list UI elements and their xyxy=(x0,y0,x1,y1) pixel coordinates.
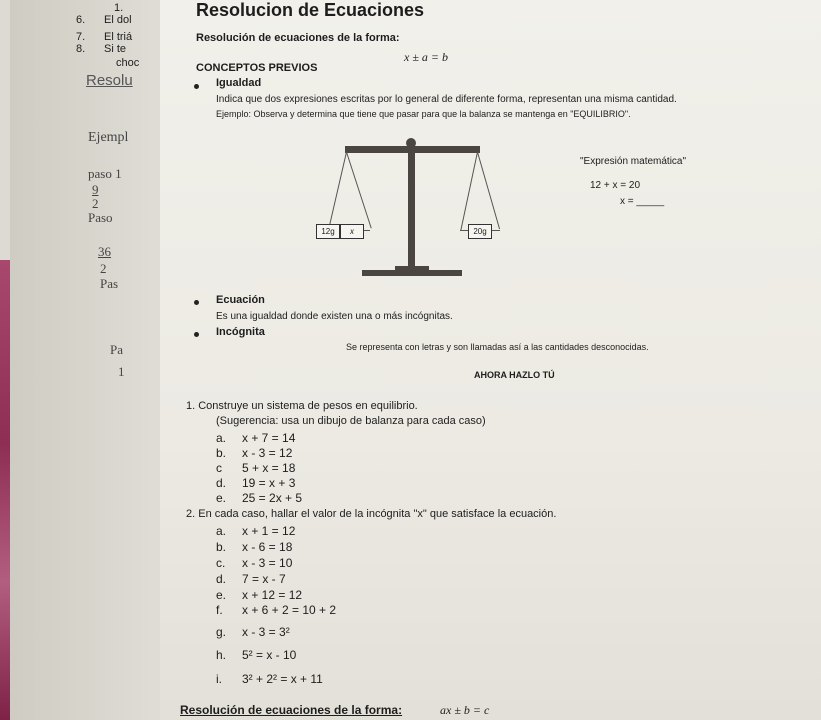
balance-foot xyxy=(395,266,429,271)
form-equation: x ± a = b xyxy=(404,50,449,64)
bullet xyxy=(194,84,199,89)
form-heading: Resolución de ecuaciones de la forma: xyxy=(196,32,400,44)
balance-post xyxy=(408,150,415,270)
item-label: i. xyxy=(216,672,222,686)
item-label: e. xyxy=(216,588,227,602)
weight-12g: 12g xyxy=(316,224,340,239)
item-label: d. xyxy=(216,476,227,490)
back-page-number: 1. xyxy=(114,2,124,14)
back-item-8-text: Si te xyxy=(104,43,127,55)
back-item-7-num: 7. xyxy=(76,31,86,43)
igualdad-definition: Indica que dos expresiones escritas por lo general de diferente forma, representan una misma cantidad. xyxy=(216,94,677,105)
item-equation: x + 7 = 14 xyxy=(242,431,296,445)
back-pa: Pa xyxy=(110,342,123,357)
expression-label: "Expresión matemática" xyxy=(580,156,687,167)
item-equation: x - 3 = 12 xyxy=(242,446,293,460)
igualdad-term: Igualdad xyxy=(216,77,262,89)
item-label: a. xyxy=(216,524,227,538)
question-2-title: 2. En cada caso, hallar el valor de la incógnita "x" que satisface la ecuación. xyxy=(186,508,557,520)
ecuacion-definition: Es una igualdad donde existen una o más incógnitas. xyxy=(216,311,453,322)
back-item-8-cont: choc xyxy=(116,57,140,69)
item-label: c xyxy=(216,461,222,475)
question-1-hint: (Sugerencia: usa un dibujo de balanza para cada caso) xyxy=(216,415,486,427)
question-1-title: 1. Construye un sistema de pesos en equilibrio. xyxy=(186,400,418,412)
back-paso2: Paso xyxy=(88,210,113,225)
item-equation: x + 1 = 12 xyxy=(242,524,296,538)
back-example: Ejempl xyxy=(88,130,129,145)
back-frac1-num: 9 xyxy=(92,182,99,197)
back-frac2-num: 36 xyxy=(98,244,111,259)
back-heading: Resolu xyxy=(86,72,133,89)
ahora-hazlo-tu: AHORA HAZLO TÚ xyxy=(474,370,555,380)
page-title: Resolucion de Ecuaciones xyxy=(196,0,425,20)
igualdad-example: Ejemplo: Observa y determina que tiene que pasar para que la balanza se mantenga en "EQUILIBRIO". xyxy=(216,109,631,119)
item-equation: x - 3 = 10 xyxy=(242,556,293,570)
incognita-term: Incógnita xyxy=(216,326,265,338)
item-equation: x - 6 = 18 xyxy=(242,540,293,554)
footer-equation: ax ± b = c xyxy=(440,703,490,717)
back-paso1: paso 1 xyxy=(88,166,122,181)
item-label: h. xyxy=(216,648,227,662)
back-item-6-text: El dol xyxy=(104,14,132,26)
item-label: c. xyxy=(216,556,226,570)
item-label: d. xyxy=(216,572,227,586)
back-item-6-num: 6. xyxy=(76,14,86,26)
item-equation: 19 = x + 3 xyxy=(242,476,296,490)
bullet xyxy=(194,300,199,305)
item-label: e. xyxy=(216,491,227,505)
item-label: a. xyxy=(216,431,227,445)
footer-heading: Resolución de ecuaciones de la forma: xyxy=(180,703,403,717)
item-label: g. xyxy=(216,625,227,639)
item-equation: x - 3 = 3² xyxy=(242,625,290,639)
expression-equation: 12 + x = 20 xyxy=(590,180,641,191)
item-label: b. xyxy=(216,540,227,554)
item-equation: 7 = x - 7 xyxy=(242,572,286,586)
expression-answer: x = _____ xyxy=(620,196,665,207)
item-equation: 5 + x = 18 xyxy=(242,461,296,475)
back-frac2-den: 2 xyxy=(100,261,107,276)
weight-20g: 20g xyxy=(468,224,492,239)
bullet xyxy=(194,332,199,337)
back-item-8-num: 8. xyxy=(76,43,86,55)
item-label: f. xyxy=(216,603,223,617)
weight-x: x xyxy=(340,224,364,239)
back-one: 1 xyxy=(118,364,125,379)
item-equation: 25 = 2x + 5 xyxy=(242,491,303,505)
item-equation: 3² + 2² = x + 11 xyxy=(242,672,323,686)
item-equation: x + 12 = 12 xyxy=(242,588,303,602)
back-frac1-den: 2 xyxy=(92,196,99,211)
concepts-heading: CONCEPTOS PREVIOS xyxy=(196,62,318,74)
item-equation: x + 6 + 2 = 10 + 2 xyxy=(242,603,337,617)
incognita-definition: Se representa con letras y son llamadas así a las cantidades desconocidas. xyxy=(346,342,649,352)
item-equation: 5² = x - 10 xyxy=(242,648,297,662)
ecuacion-term: Ecuación xyxy=(216,294,265,306)
back-paso3: Pas xyxy=(100,276,119,291)
item-label: b. xyxy=(216,446,227,460)
back-item-7-text: El triá xyxy=(104,31,133,43)
balance-knob xyxy=(406,138,416,148)
